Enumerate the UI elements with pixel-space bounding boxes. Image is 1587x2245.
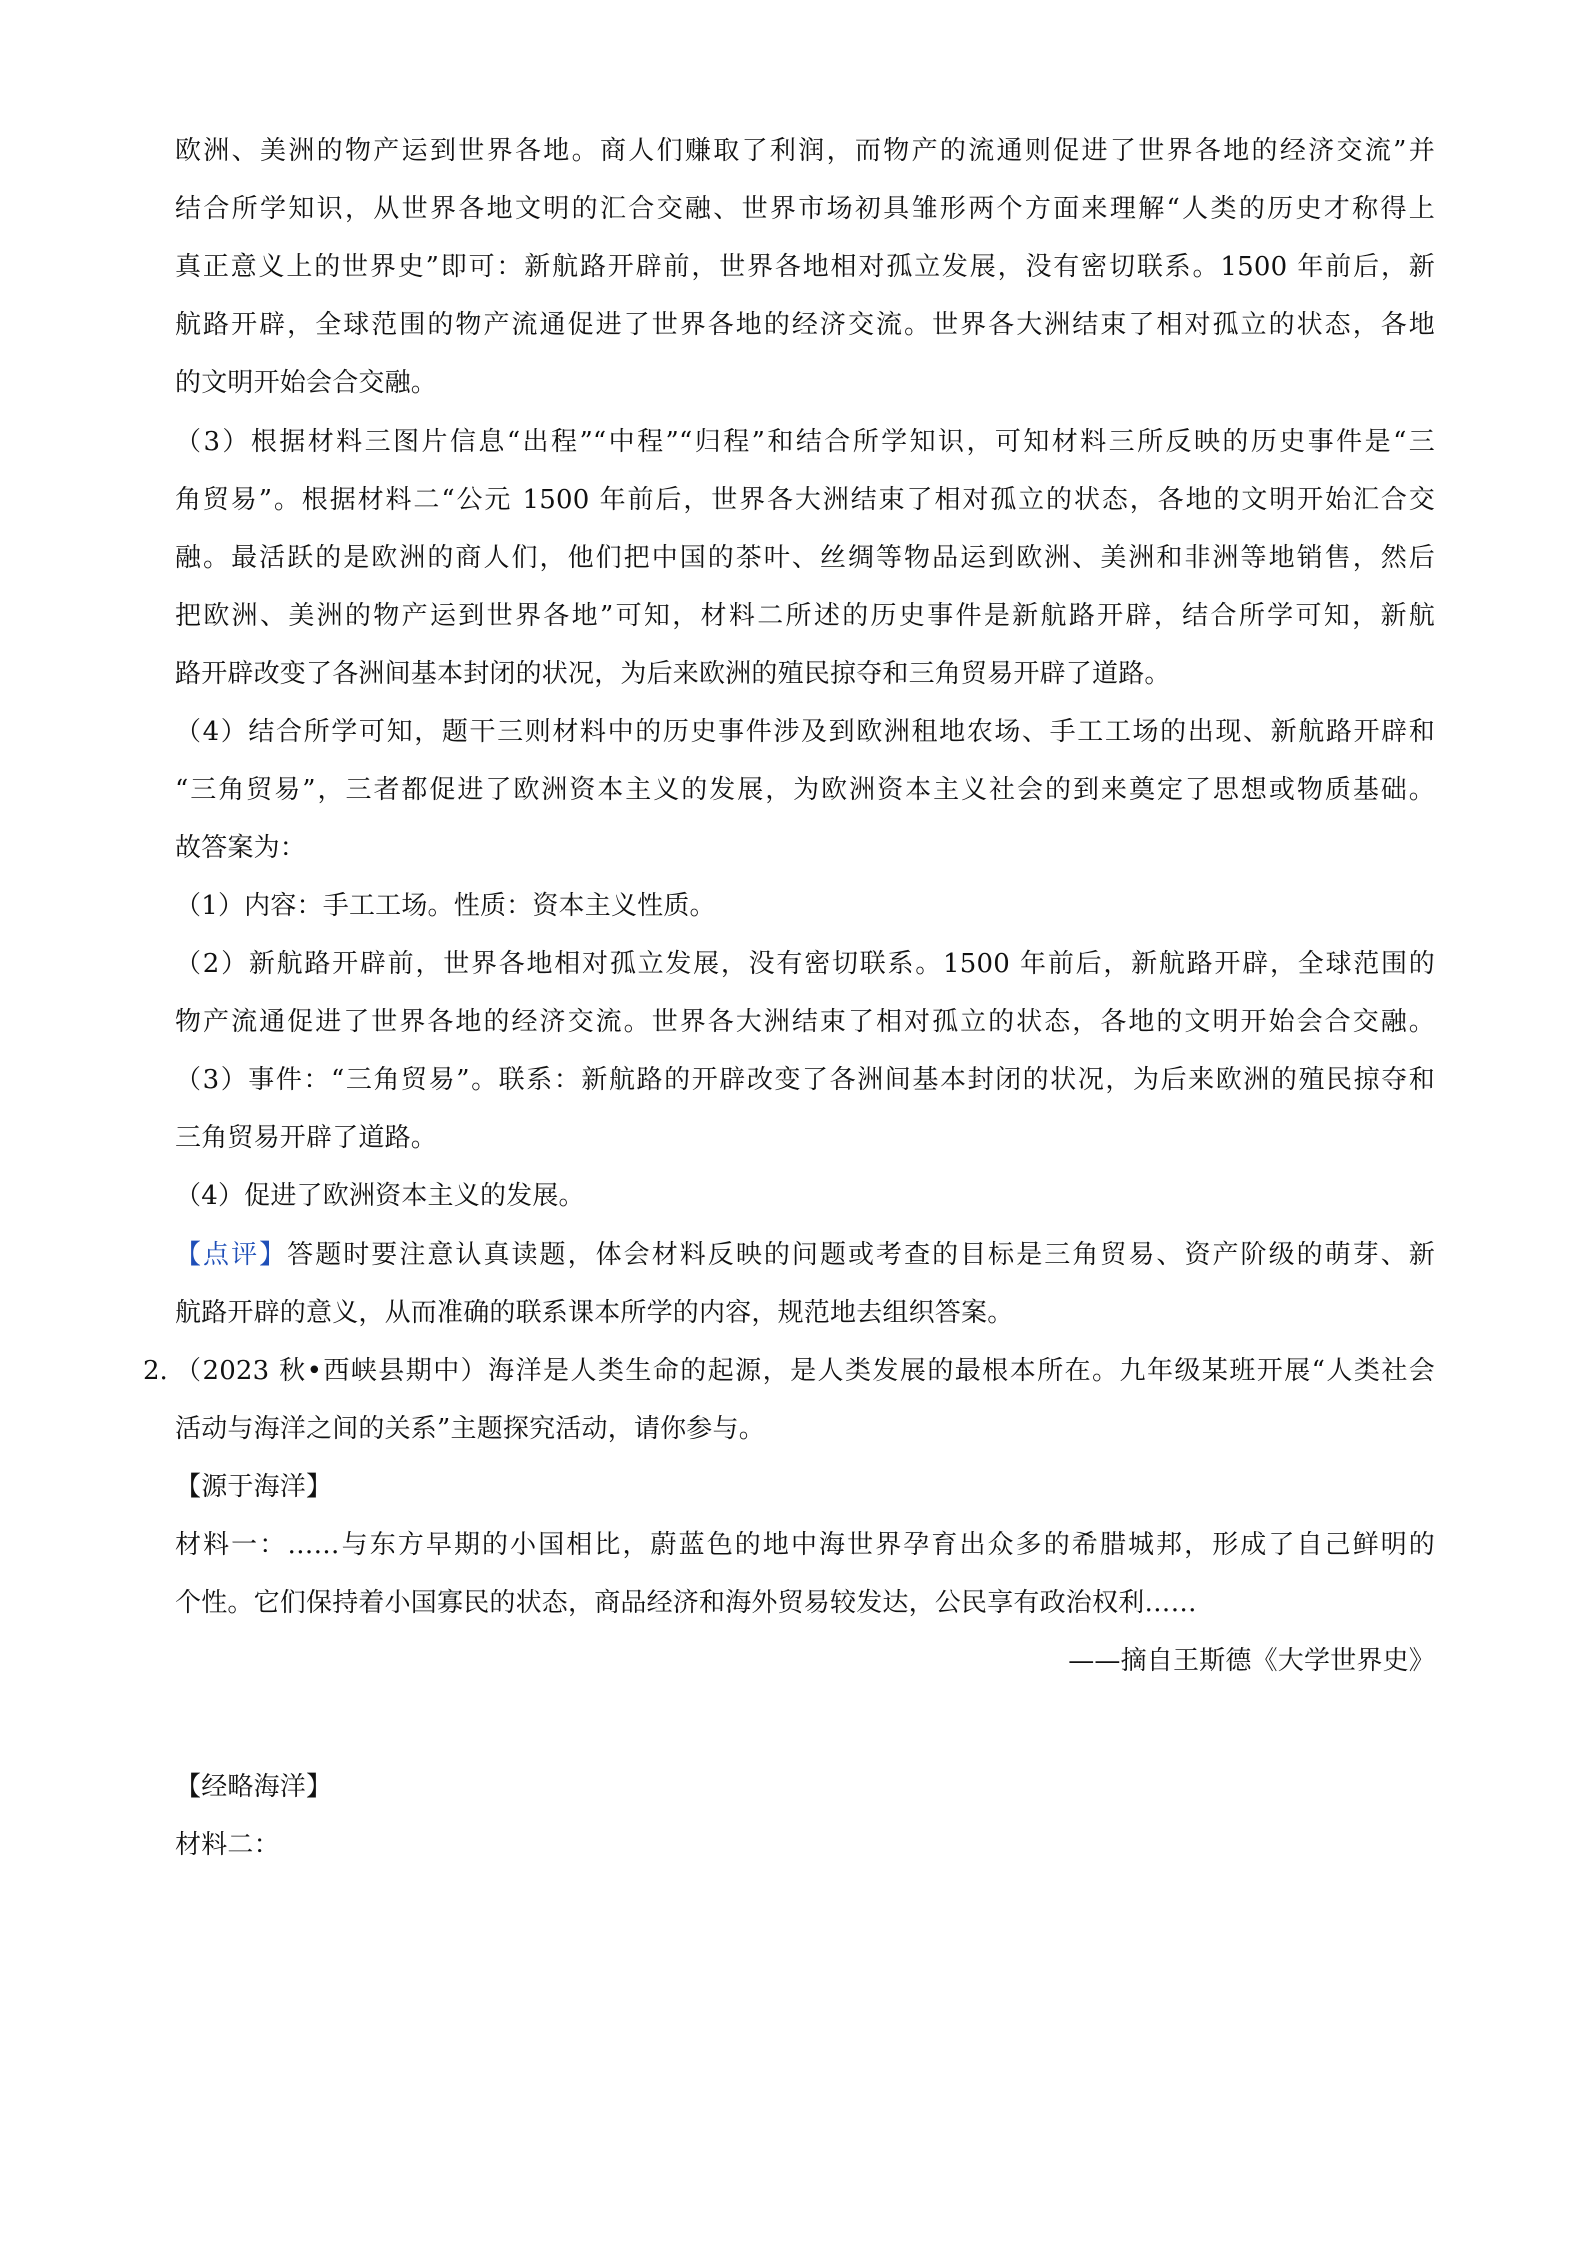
text-line: 物产流通促进了世界各地的经济交流。世界各大洲结束了相对孤立的状态，各地的文明开始会合交融。: [175, 1007, 1435, 1037]
text-line: （4）促进了欧洲资本主义的发展。: [175, 1181, 585, 1211]
section-heading: 【源于海洋】: [175, 1472, 333, 1502]
text-line: “三角贸易”，三者都促进了欧洲资本主义的发展，为欧洲资本主义社会的到来奠定了思想或物质基础。: [175, 775, 1435, 805]
material-label: 材料二：: [175, 1830, 280, 1860]
comment-text: 答题时要注意认真读题，体会材料反映的问题或考查的目标是三角贸易、资产阶级的萌芽、新: [287, 1240, 1435, 1270]
comment-line: 航路开辟的意义，从而准确的联系课本所学的内容，规范地去组织答案。: [175, 1298, 1014, 1328]
text-line: 角贸易”。根据材料二“公元 1500 年前后，世界各大洲结束了相对孤立的状态，各地的文明开始汇合交: [175, 485, 1435, 515]
question-number: 2.: [143, 1356, 168, 1386]
text-line: （1）内容：手工工场。性质：资本主义性质。: [175, 891, 716, 921]
text-line: （2）新航路开辟前，世界各地相对孤立发展，没有密切联系。1500 年前后，新航路开辟，全球范围的: [175, 949, 1435, 979]
comment-line: [175, 1232, 1435, 1278]
text-line: 路开辟改变了各洲间基本封闭的状况，为后来欧洲的殖民掠夺和三角贸易开辟了道路。: [175, 659, 1171, 689]
text-line: 欧洲、美洲的物产运到世界各地。商人们赚取了利润，而物产的流通则促进了世界各地的经济交流”并: [175, 136, 1435, 166]
text-line: 把欧洲、美洲的物产运到世界各地”可知，材料二所述的历史事件是新航路开辟，结合所学可知，新航: [175, 601, 1435, 631]
question-stem-line: （2023 秋•西峡县期中）海洋是人类生命的起源，是人类发展的最根本所在。九年级某班开展“人类社会: [175, 1356, 1435, 1386]
material-line: 个性。它们保持着小国寡民的状态，商品经济和海外贸易较发达，公民享有政治权利……: [175, 1588, 1197, 1618]
text-line: （4）结合所学可知，题干三则材料中的历史事件涉及到欧洲租地农场、手工工场的出现、新航路开辟和: [175, 717, 1435, 747]
text-line: （3）根据材料三图片信息“出程”“中程”“归程”和结合所学知识，可知材料三所反映的历史事件是“三: [175, 427, 1435, 457]
section-heading: 【经略海洋】: [175, 1772, 333, 1802]
source-citation: ——摘自王斯德《大学世界史》: [1068, 1646, 1435, 1676]
comment-tag: 【点评】: [175, 1240, 288, 1270]
question-stem-line: 活动与海洋之间的关系”主题探究活动，请你参与。: [175, 1414, 765, 1444]
material-line: 材料一：……与东方早期的小国相比，蔚蓝色的地中海世界孕育出众多的希腊城邦，形成了自己鲜明的: [175, 1530, 1435, 1560]
text-line: 航路开辟，全球范围的物产流通促进了世界各地的经济交流。世界各大洲结束了相对孤立的状态，各地: [175, 310, 1435, 340]
answer-heading: 故答案为：: [175, 833, 307, 863]
text-line: （3）事件：“三角贸易”。联系：新航路的开辟改变了各洲间基本封闭的状况，为后来欧洲的殖民掠夺和: [175, 1065, 1435, 1095]
text-line: 的文明开始会合交融。: [175, 368, 438, 398]
text-line: 真正意义上的世界史”即可：新航路开辟前，世界各地相对孤立发展，没有密切联系。1500 年前后，新: [175, 252, 1435, 282]
text-line: 融。最活跃的是欧洲的商人们，他们把中国的茶叶、丝绸等物品运到欧洲、美洲和非洲等地销售，然后: [175, 543, 1435, 573]
text-line: 结合所学知识，从世界各地文明的汇合交融、世界市场初具雏形两个方面来理解“人类的历史才称得上: [175, 194, 1435, 224]
text-line: 三角贸易开辟了道路。: [175, 1123, 438, 1153]
